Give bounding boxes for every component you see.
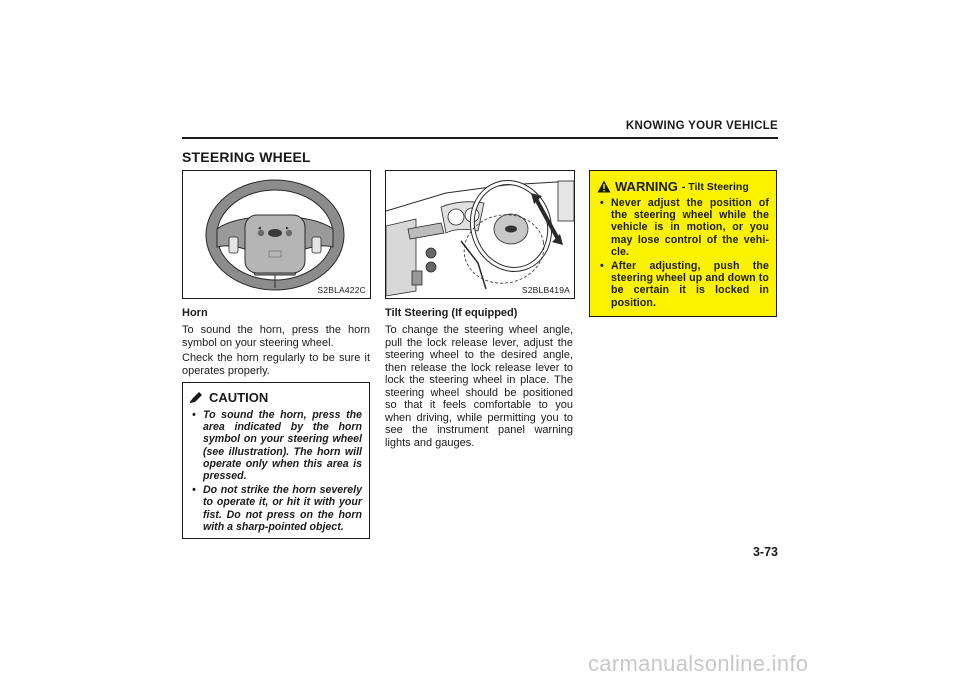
warning-item: • After adjusting, push the steering wheel up and down to be certain it is locked in position. [597, 260, 769, 309]
figure-code-horn: S2BLA422C [317, 285, 366, 295]
caution-title [189, 390, 362, 405]
tilt-heading: Tilt Steering (If equipped) [385, 307, 518, 319]
watermark: carmanualsonline.info [588, 651, 809, 676]
figure-tilt-steering [385, 170, 575, 299]
caution-list [189, 409, 362, 533]
horn-paragraph: To sound the horn, press the horn symbol on your steering wheel. [182, 324, 370, 349]
figure-code-tilt: S2BLB419A [521, 285, 570, 295]
tilt-steering-illustration [386, 171, 574, 298]
pencil-icon [189, 391, 204, 404]
caution-title-text: CAUTION [209, 390, 269, 405]
tilt-paragraph: To change the steering wheel angle, pull the lock release lever, adjust the steering wheel to the desired angle, then release the lock release lever to lock the steering wheel in place. The steering wheel should be positioned so that it feels comfortable to you when driving, while permitting you to see the instrument panel warning lights and gauges. [385, 324, 573, 449]
warning-triangle-icon [597, 180, 611, 193]
caution-item: • Do not strike the horn severely to operate it, or hit it with your fist. Do not press on the horn with a sharp-pointed object. [189, 484, 362, 533]
horn-heading: Horn [182, 307, 208, 319]
svg-text:▶: ▶ [286, 226, 289, 230]
caution-box [182, 382, 370, 539]
section-title: STEERING WHEEL [182, 149, 311, 165]
steering-wheel-illustration [183, 171, 370, 298]
horn-paragraph: Check the horn regularly to be sure it operates properly. [182, 352, 370, 377]
caution-item: • To sound the horn, press the area indicated by the horn symbol on your steering wheel (see illustration). The horn will operate only when this area is pressed. [189, 409, 362, 482]
warning-item: • Never adjust the position of the steering wheel while the vehicle is in motion, or you may lose control of the vehi-cle. [597, 197, 769, 258]
warning-title [597, 179, 769, 194]
svg-text:◀: ◀ [258, 226, 261, 230]
warning-subtitle: - Tilt Steering [681, 180, 749, 193]
warning-list [597, 197, 769, 309]
running-header: KNOWING YOUR VEHICLE [625, 120, 778, 132]
figure-horn [182, 170, 371, 299]
warning-box [589, 170, 777, 317]
header-rule [182, 137, 778, 139]
page-number: 3-73 [752, 545, 778, 559]
warning-title-text: WARNING [615, 179, 678, 194]
